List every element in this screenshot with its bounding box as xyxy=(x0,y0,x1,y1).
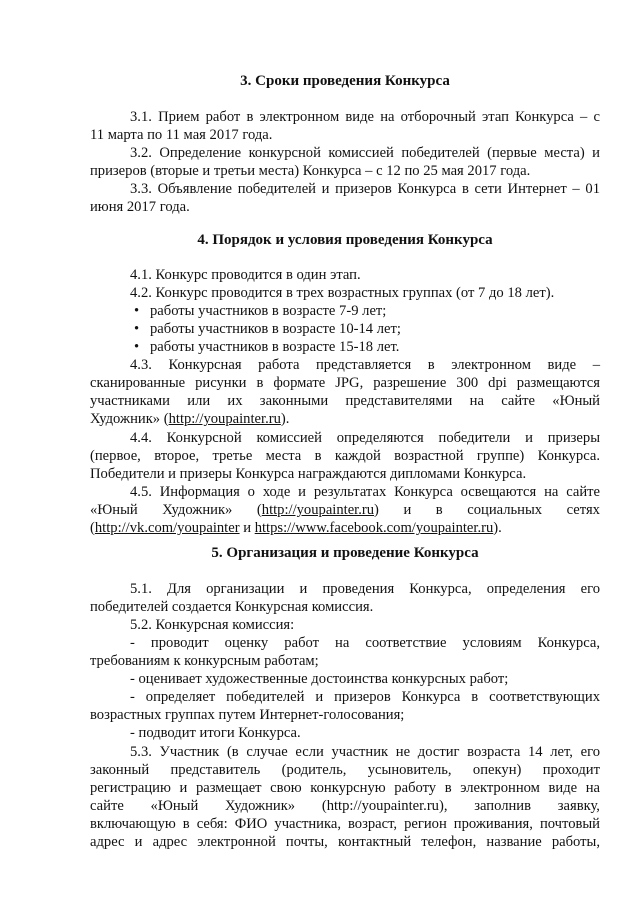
text-span: в xyxy=(435,502,443,519)
paragraph-4-3 xyxy=(90,356,600,428)
bullet-icon: • xyxy=(134,321,140,338)
list-item: требованиям к конкурсным работам; xyxy=(90,653,319,670)
text-line: 3.3. Объявление победителей и призеров Конкурса в сети Интернет – 01 xyxy=(130,181,600,197)
facebook-link[interactable]: https://www.facebook.com/youpainter.ru xyxy=(254,520,494,537)
paragraph-4-2 xyxy=(90,284,600,302)
text-line: победителей создается Конкурсная комиссия. xyxy=(90,599,374,616)
text-span: ( xyxy=(90,520,95,537)
list-item: возрастных группах путем Интернет-голосования; xyxy=(90,707,405,724)
age-group-list xyxy=(90,302,600,356)
text-span: Художник» xyxy=(225,798,296,815)
list-item xyxy=(90,338,600,356)
text-line: 4.3. Конкурсная работа представляется в электронном виде – xyxy=(130,357,600,373)
text-span: «Юный xyxy=(150,798,199,815)
text-line: законный представитель (родитель, усыновитель, опекун) проходит xyxy=(90,762,600,779)
text-line: призеров (вторые и третьи места) Конкурса – с 12 по 25 мая 2017 года. xyxy=(90,163,531,180)
text-span: социальных xyxy=(467,502,543,519)
paragraph-5-1 xyxy=(90,580,600,616)
text-line: 4.1. Конкурс проводится в один этап. xyxy=(130,267,361,283)
paragraph-3-1 xyxy=(90,108,600,144)
list-item-text: работы участников в возрасте 10-14 лет; xyxy=(150,321,401,338)
text-line xyxy=(90,797,600,815)
list-item: - оценивает художественные достоинства конкурсных работ; xyxy=(130,671,509,688)
text-line xyxy=(90,501,600,519)
text-span: сайте xyxy=(90,798,124,815)
paragraph-3-3 xyxy=(90,180,600,216)
text-line: сканированные рисунки в формате JPG, разрешение 300 dpi размещаются xyxy=(90,375,600,392)
paragraph-4-1 xyxy=(90,266,600,284)
text-line: Победители и призеры Конкурса награждаются дипломами Конкурса. xyxy=(90,466,527,483)
text-line: включающую в себя: ФИО участника, возраст, регион проживания, почтовый xyxy=(90,816,600,833)
text-line: 4.2. Конкурс проводится в трех возрастных группах (от 7 до 18 лет). xyxy=(130,285,555,301)
paragraph-4-4 xyxy=(90,429,600,483)
text-line xyxy=(90,519,600,537)
text-line: июня 2017 года. xyxy=(90,199,190,216)
text-line: 5.3. Участник (в случае если участник не достиг возраста 14 лет, его xyxy=(130,744,600,760)
youpainter-link[interactable]: http://youpainter.ru xyxy=(261,502,375,519)
text-span: заполнив xyxy=(474,798,531,815)
text-line: участниками или их законными представителями на сайте «Юный xyxy=(90,393,600,410)
text-span: сетях xyxy=(566,502,600,519)
text-line: 5.2. Конкурсная комиссия: xyxy=(130,617,295,633)
bullet-icon: • xyxy=(134,303,140,319)
text-line: 4.5. Информация о ходе и результатах Конкурса освещаются на сайте xyxy=(130,484,600,500)
youpainter-link[interactable]: http://youpainter.ru xyxy=(168,411,281,428)
list-item: - подводит итоги Конкурса. xyxy=(130,725,301,742)
paragraph-3-2 xyxy=(90,144,600,180)
text-span: (http://youpainter.ru), xyxy=(321,798,448,815)
list-item xyxy=(90,302,600,320)
text-line xyxy=(90,410,600,428)
text-span: Художник» ( xyxy=(90,411,169,428)
text-span: «Юный xyxy=(90,502,138,519)
text-line: 11 марта по 11 мая 2017 года. xyxy=(90,127,273,144)
section-4-heading: 4. Порядок и условия проведения Конкурса xyxy=(197,232,493,248)
vk-link[interactable]: http://vk.com/youpainter xyxy=(94,520,240,537)
text-line: адрес и адрес электронной почты, контактный телефон, название работы, xyxy=(90,834,600,851)
paragraph-5-3 xyxy=(90,743,600,852)
text-span: и xyxy=(403,502,412,519)
text-span: и xyxy=(239,520,255,537)
commission-duties-list xyxy=(90,634,600,743)
text-span: ). xyxy=(493,520,502,537)
section-5-heading: 5. Организация и проведение Конкурса xyxy=(211,545,479,561)
text-line: регистрацию и размещает свою конкурсную работу в электронном виде на xyxy=(90,780,600,797)
text-span: ). xyxy=(280,411,290,428)
text-line: (первое, второе, третье места в каждой возрастной группе) Конкурса. xyxy=(90,448,600,465)
paragraph-5-2 xyxy=(90,616,600,634)
paragraph-4-5 xyxy=(90,483,600,537)
text-line: 3.1. Прием работ в электронном виде на отборочный этап Конкурса – с xyxy=(130,109,600,125)
bullet-icon: • xyxy=(134,339,140,356)
youpainter-link-wrapper: (http://youpainter.ru) xyxy=(256,502,379,519)
text-span: Художник» xyxy=(162,502,233,519)
text-line: 3.2. Определение конкурсной комиссией победителей (первые места) и xyxy=(130,145,600,161)
list-item xyxy=(90,320,600,338)
text-line: 5.1. Для организации и проведения Конкурса, определения его xyxy=(130,581,600,597)
list-item-text: работы участников в возрасте 15-18 лет. xyxy=(150,339,400,356)
list-item: - проводит оценку работ на соответствие условиям Конкурса, xyxy=(130,635,600,651)
section-3-heading: 3. Сроки проведения Конкурса xyxy=(240,73,450,89)
text-span: заявку, xyxy=(557,798,600,815)
list-item-text: работы участников в возрасте 7-9 лет; xyxy=(150,303,387,319)
text-line: 4.4. Конкурсной комиссией определяются победители и призеры xyxy=(130,430,600,446)
list-item: - определяет победителей и призеров Конкурса в соответствующих xyxy=(130,689,600,706)
